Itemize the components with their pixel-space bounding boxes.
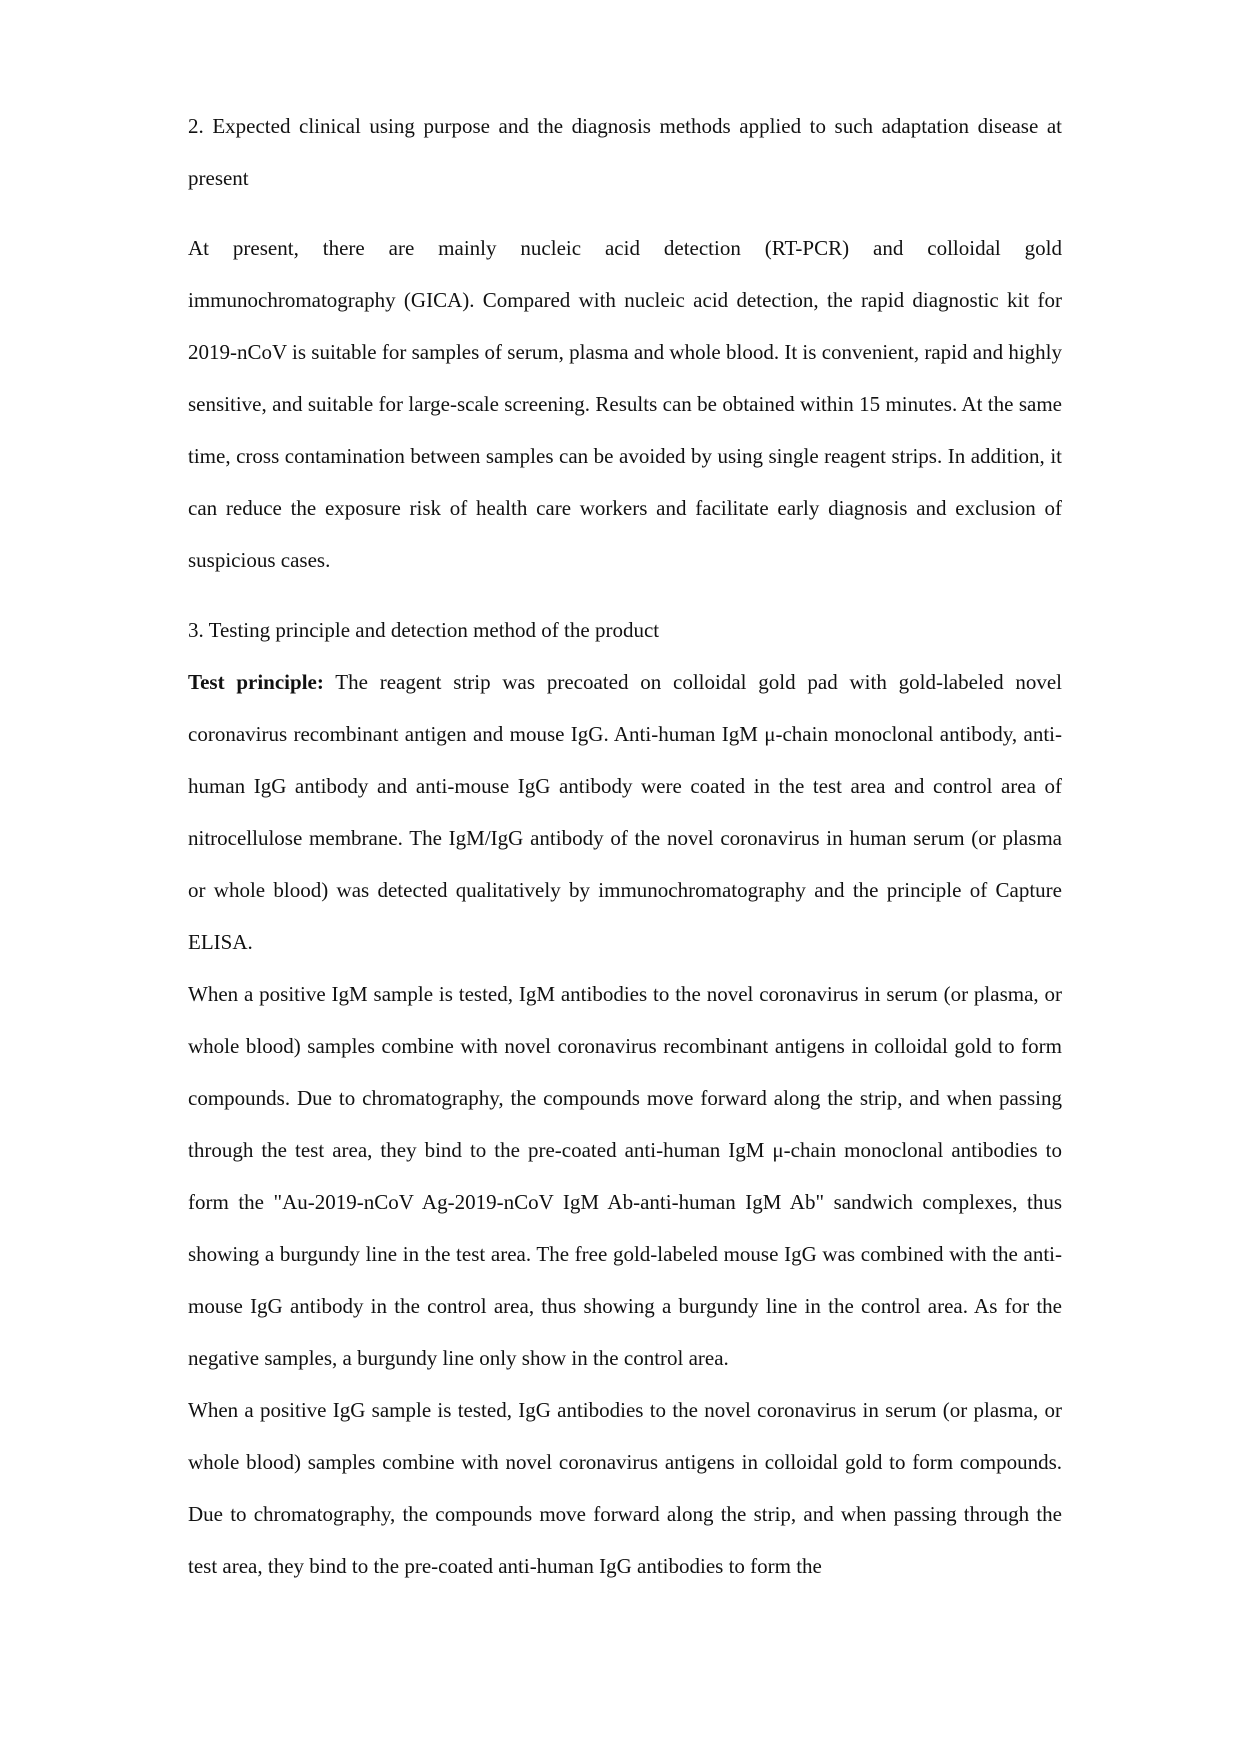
document-body [188,100,1062,1592]
test-principle-paragraph [188,656,1062,968]
section-3-heading: 3. Testing principle and detection method of the product [188,618,660,642]
igm-paragraph: When a positive IgM sample is tested, IgM antibodies to the novel coronavirus in serum (or plasma, or whole blood) samples combine with novel coronavirus recombinant antigens in colloidal gold to form compounds. Due to chromatography, the compounds move forward along the strip, and when passing through the test area, they bind to the pre-coated anti-human IgM μ-chain monoclonal antibodies to form the "Au-2019-nCoV Ag-2019-nCoV IgM Ab-anti-human IgM Ab" sandwich complexes, thus showing a burgundy line in the test area. The free gold-labeled mouse IgG was combined with the anti-mouse IgG antibody in the control area, thus showing a burgundy line in the control area. As for the negative samples, a burgundy line only show in the control area. [188,982,1062,1370]
igg-paragraph: When a positive IgG sample is tested, IgG antibodies to the novel coronavirus in serum (or plasma, or whole blood) samples combine with novel coronavirus antigens in colloidal gold to form compounds. Due to chromatography, the compounds move forward along the strip, and when passing through the test area, they bind to the pre-coated anti-human IgG antibodies to form the [188,1398,1062,1578]
section-2-paragraph: At present, there are mainly nucleic acid detection (RT-PCR) and colloidal gold immunochromatography (GICA). Compared with nucleic acid detection, the rapid diagnostic kit for 2019-nCoV is suitable for samples of serum, plasma and whole blood. It is convenient, rapid and highly sensitive, and suitable for large-scale screening. Results can be obtained within 15 minutes. At the same time, cross contamination between samples can be avoided by using single reagent strips. In addition, it can reduce the exposure risk of health care workers and facilitate early diagnosis and exclusion of suspicious cases. [188,236,1062,572]
test-principle-label: Test principle: [188,670,324,694]
test-principle-text: The reagent strip was precoated on colloidal gold pad with gold-labeled novel coronavirus recombinant antigen and mouse IgG. Anti-human IgM μ-chain monoclonal antibody, anti-human IgG antibody and anti-mouse IgG antibody were coated in the test area and control area of nitrocellulose membrane. The IgM/IgG antibody of the novel coronavirus in human serum (or plasma or whole blood) was detected qualitatively by immunochromatography and the principle of Capture ELISA. [188,670,1063,954]
section-2-heading: 2. Expected clinical using purpose and the diagnosis methods applied to such adaptation disease at present [188,114,1062,190]
